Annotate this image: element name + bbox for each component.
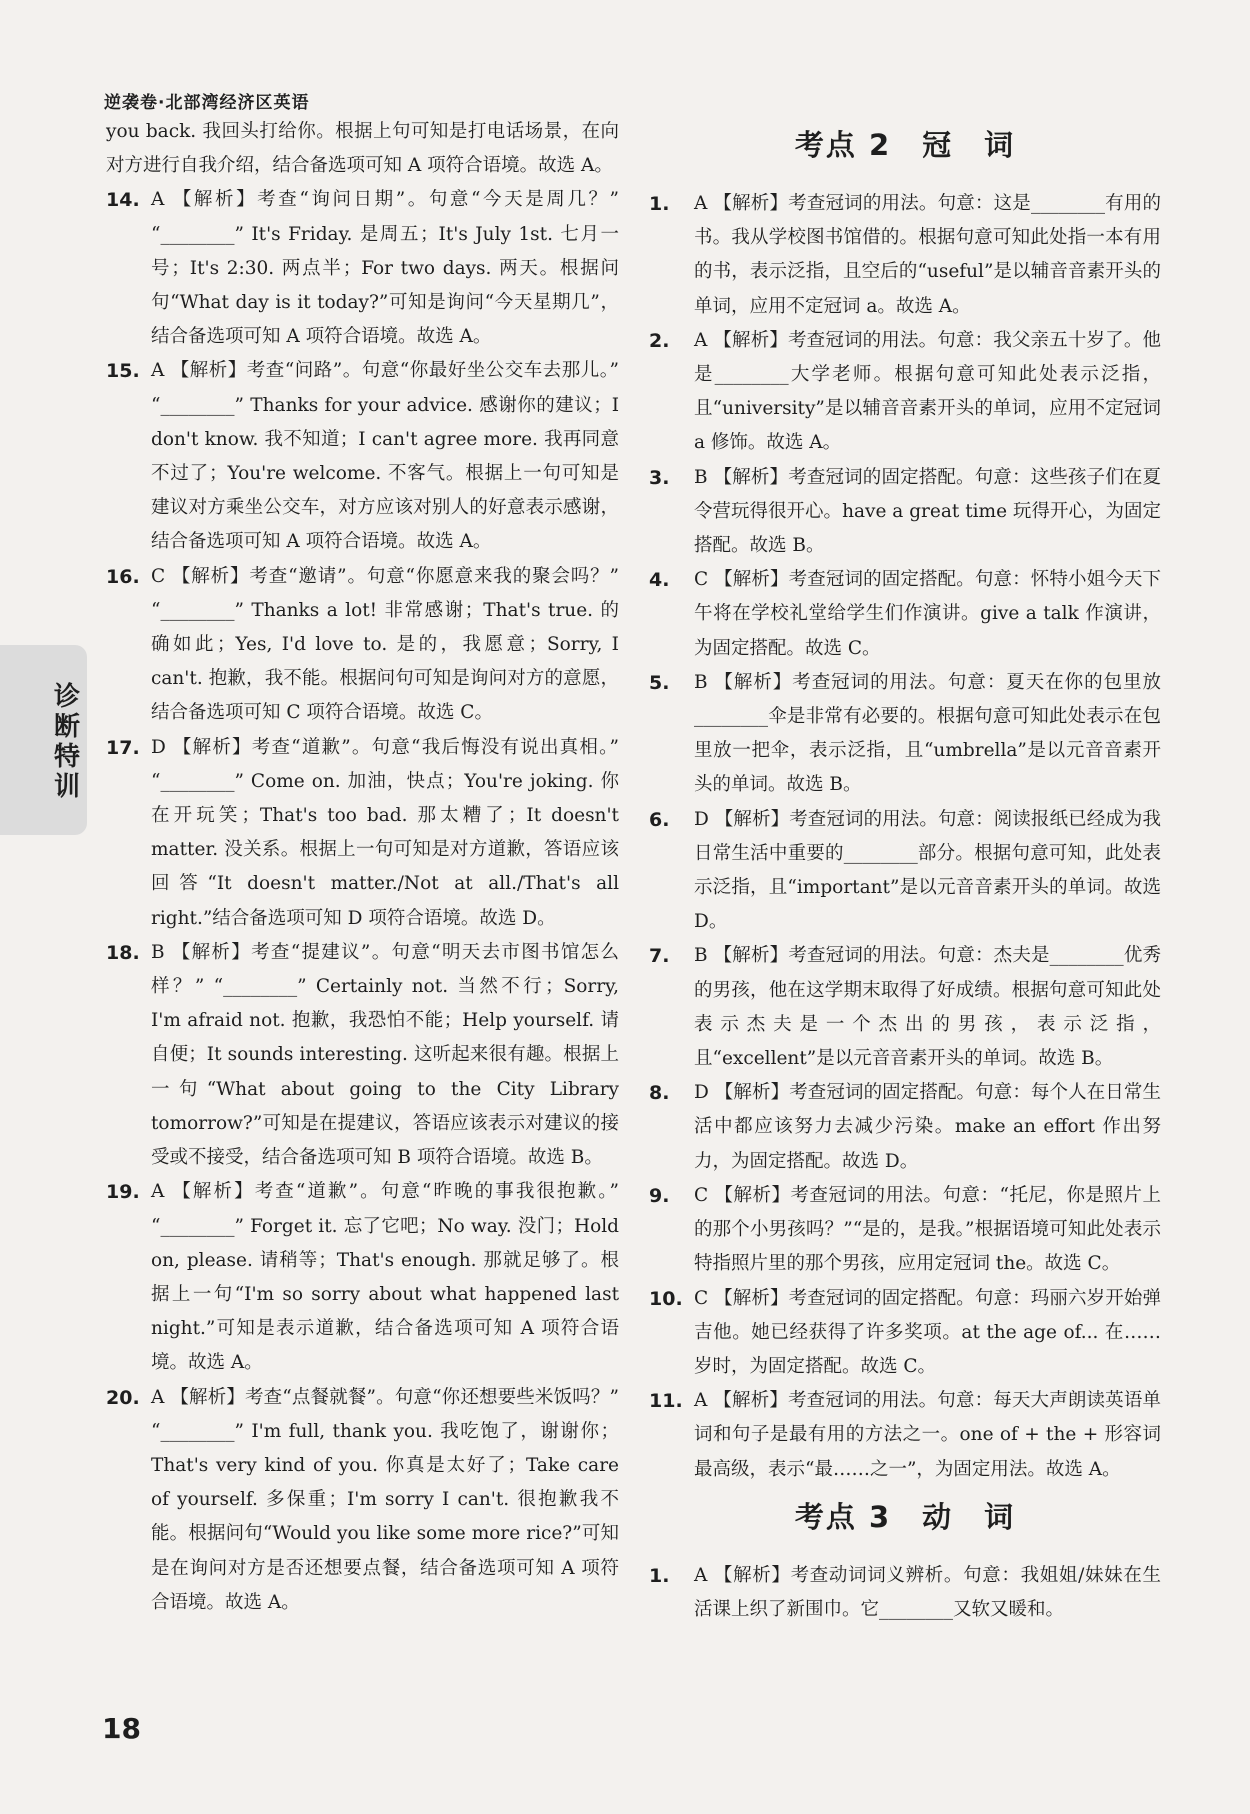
- item-number: 11.: [649, 1390, 683, 1413]
- answer-item: [649, 1282, 1161, 1385]
- item-text: B 【解析】考查冠词的固定搭配。句意：这些孩子们在夏令营玩得很开心。have a great time 玩得开心，为固定搭配。故选 B。: [694, 466, 1161, 557]
- side-tab-label: 诊断特训: [53, 682, 80, 802]
- item-text: A 【解析】考查冠词的用法。句意：我父亲五十岁了。他是________大学老师。根据句意可知此处表示泛指，且“university”是以辅音音素开头的单词，应用不定冠词 a 修饰。故选 A。: [694, 329, 1161, 454]
- item-text: A 【解析】考查冠词的用法。句意：这是________有用的书。我从学校图书馆借的。根据句意可知此处指一本有用的书，表示泛指，且空后的“useful”是以辅音音素开头的单词，应用不定冠词 a。故选 A。: [694, 193, 1161, 317]
- answer-item: [649, 939, 1161, 1076]
- continuation-text: you back. 我回头打给你。根据上句可知是打电话场景，在向对方进行自我介绍，结合备选项可知 A 项符合语境。故选 A。: [106, 121, 619, 177]
- item-number: 15.: [106, 360, 140, 383]
- item-number: 3.: [649, 466, 670, 489]
- answer-item: [649, 803, 1161, 940]
- answer-item: [649, 1559, 1161, 1627]
- answer-item: [106, 936, 619, 1175]
- item-text: D 【解析】考查冠词的固定搭配。句意：每个人在日常生活中都应该努力去减少污染。make an effort 作出努力，为固定搭配。故选 D。: [694, 1082, 1161, 1172]
- answer-item: [106, 183, 619, 354]
- item-text: D 【解析】考查冠词的用法。句意：阅读报纸已经成为我日常生活中重要的________部分。根据句意可知，此处表示泛指，且“important”是以元音音素开头的单词。故选 D。: [694, 808, 1161, 933]
- item-text: A 【解析】考查“问路”。句意“你最好坐公交车去那儿。” “________” Thanks for your advice. 感谢你的建议；I don't know. 我不知道；I can't agree more. 我再同意不过了；You're welcome. 不客气。根据上一句可知是建议对方乘坐公交车，对方应该对别人的好意表示感谢，结合备选项可知 A 项符合语境。故选 A。: [151, 360, 619, 553]
- item-text: A 【解析】考查“点餐就餐”。句意“你还想要些米饭吗？” “________” I'm full, thank you. 我吃饱了，谢谢你；That's very kind of you. 你真是太好了；Take care of yourself. 多保重；I'm sorry I can't. 很抱歉我不能。根据问句“Would you like some more rice?”可知是在询问对方是否还想要点餐，结合备选项可知 A 项符合语境。故选 A。: [151, 1386, 619, 1613]
- item-number: 6.: [649, 808, 670, 831]
- item-text: A 【解析】考查“询问日期”。句意“今天是周几？” “________” It's Friday. 是周五；It's July 1st. 七月一号；It's 2:30. 两点半；For two days. 两天。根据问句“What day is it today?”可知是询问“今天星期几”，结合备选项可知 A 项符合语境。故选 A。: [151, 189, 619, 348]
- answer-item: [649, 461, 1161, 564]
- answer-item: [106, 731, 619, 936]
- item-text: D 【解析】考查“道歉”。句意“我后悔没有说出真相。” “________” Come on. 加油，快点；You're joking. 你在开玩笑；That's too bad. 那太糟了；It doesn't matter. 没关系。根据上一句可知是对方道歉，答语应该回答“It doesn't matter./Not at all./That's all right.”结合备选项可知 D 项符合语境。故选 D。: [151, 736, 619, 929]
- item-text: C 【解析】考查“邀请”。句意“你愿意来我的聚会吗？” “________” Thanks a lot! 非常感谢；That's true. 的确如此；Yes, I'd love to. 是的，我愿意；Sorry, I can't. 抱歉，我不能。根据问句可知是询问对方的意愿，结合备选项可知 C 项符合语境。故选 C。: [151, 565, 619, 724]
- item-number: 19.: [106, 1181, 140, 1204]
- item-number: 18.: [106, 941, 140, 964]
- right-column: [649, 115, 1161, 1627]
- item-number: 5.: [649, 671, 670, 694]
- item-text: A 【解析】考查动词词义辨析。句意：我姐姐/妹妹在生活课上织了新围巾。它________又软又暖和。: [694, 1564, 1161, 1620]
- answer-item: [649, 1384, 1161, 1487]
- item-number: 10.: [649, 1287, 683, 1310]
- answer-item: [649, 1179, 1161, 1282]
- answer-item: [649, 666, 1161, 803]
- page-number: 18: [102, 1712, 141, 1745]
- answer-item: [649, 563, 1161, 666]
- item-text: A 【解析】考查冠词的用法。句意：每天大声朗读英语单词和句子是最有用的方法之一。one of + the + 形容词最高级，表示“最……之一”，为固定用法。故选 A。: [694, 1390, 1161, 1480]
- item-number: 4.: [649, 569, 670, 592]
- item-number: 9.: [649, 1184, 670, 1207]
- item-number: 1.: [649, 193, 670, 215]
- item-text: C 【解析】考查冠词的固定搭配。句意：怀特小姐今天下午将在学校礼堂给学生们作演讲。give a talk 作演讲，为固定搭配。故选 C。: [694, 569, 1161, 659]
- item-text: C 【解析】考查冠词的用法。句意：“托尼，你是照片上的那个小男孩吗？”“是的，是我。”根据语境可知此处表示特指照片里的那个男孩，应用定冠词 the。故选 C。: [694, 1184, 1161, 1275]
- item-number: 14.: [106, 189, 140, 212]
- item-number: 7.: [649, 945, 670, 968]
- item-text: B 【解析】考查冠词的用法。句意：杰夫是________优秀的男孩，他在这学期末取得了好成绩。根据句意可知此处表示杰夫是一个杰出的男孩，表示泛指，且“excellent”是以元音音素开头的单词。故选 B。: [694, 945, 1161, 1070]
- item-number: 16.: [106, 565, 140, 588]
- answer-item: [106, 560, 619, 731]
- section-title: 考点 2 冠 词: [794, 128, 1016, 162]
- page-header: 逆袭卷·北部湾经济区英语: [104, 93, 310, 113]
- answer-item: [106, 1381, 619, 1620]
- item-number: 1.: [649, 1564, 670, 1587]
- item-number: 17.: [106, 736, 140, 759]
- item-number: 8.: [649, 1082, 670, 1105]
- item-text: B 【解析】考查冠词的用法。句意：夏天在你的包里放________伞是非常有必要的。根据句意可知此处表示在包里放一把伞，表示泛指，且“umbrella”是以元音音素开头的单词。故选 B。: [694, 671, 1161, 796]
- section-title: 考点 3 动 词: [794, 1499, 1016, 1534]
- answer-item: [649, 187, 1161, 324]
- item-number: 2.: [649, 329, 670, 352]
- left-column: [106, 115, 619, 1620]
- answer-item: [649, 1076, 1161, 1179]
- item-text: B 【解析】考查“提建议”。句意“明天去市图书馆怎么样？” “________” Certainly not. 当然不行；Sorry, I'm afraid not. 抱歉，我恐怕不能；Help yourself. 请自便；It sounds interesting. 这听起来很有趣。根据上一句“What about going to the City Library tomorrow?”可知是在提建议，答语应该表示对建议的接受或不接受，结合备选项可知 B 项符合语境。故选 B。: [151, 941, 619, 1169]
- item-text: C 【解析】考查冠词的固定搭配。句意：玛丽六岁开始弹吉他。她已经获得了许多奖项。at the age of... 在……岁时，为固定搭配。故选 C。: [694, 1287, 1161, 1377]
- answer-item: [106, 1175, 619, 1380]
- answer-item: [106, 354, 619, 559]
- answer-item: [649, 324, 1161, 461]
- item-text: A 【解析】考查“道歉”。句意“昨晚的事我很抱歉。” “________” Forget it. 忘了它吧；No way. 没门；Hold on, please. 请稍等；That's enough. 那就足够了。根据上一句“I'm so sorry about what happened last night.”可知是表示道歉，结合备选项可知 A 项符合语境。故选 A。: [151, 1181, 619, 1374]
- item-number: 20.: [106, 1386, 140, 1409]
